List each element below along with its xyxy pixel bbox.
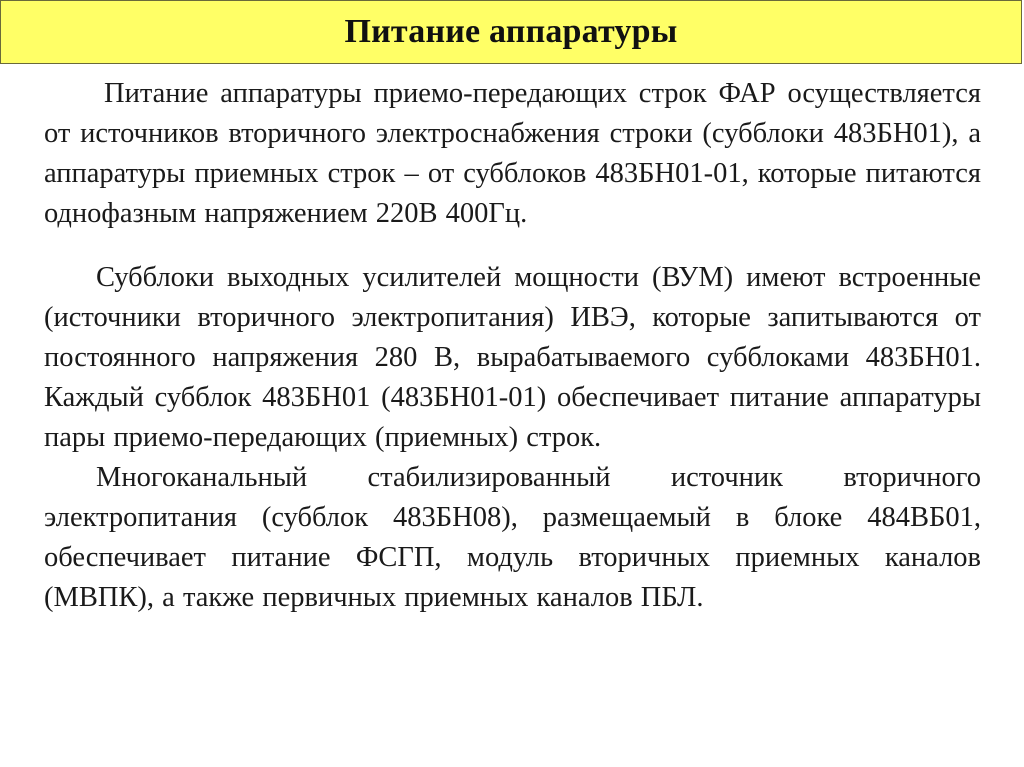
paragraph-multichannel-power-source: Многоканальный стабилизированный источник вторичного электропитания (субблок 483БН08), размещаемый в блоке 484ВБ01, обеспечивает питание ФСГП, модуль вторичных приемных каналов (МВПК), а также первичных приемных каналов ПБЛ.	[44, 462, 981, 613]
paragraph-power-amplifier-subunits: Субблоки выходных усилителей мощности (ВУМ) имеют встроенные (источники вторичного электропитания) ИВЭ, которые запитываются от постоянного напряжения 280 В, вырабатываемого субблоками 483БН01. Каждый субблок 483БН01 (483БН01-01) обеспечивает питание аппаратуры пары приемо-передающих (приемных) строк.	[44, 262, 981, 453]
title-bar	[0, 0, 1022, 64]
paragraph-power-transceiver-rows: Питание аппаратуры приемо-передающих строк ФАР осуществляется от источников вторичного электроснабжения строки (субблоки 483БН01), а аппаратуры приемных строк – от субблоков 483БН01-01, которые питаются однофазным напряжением 220В 400Гц.	[44, 78, 981, 229]
slide-content	[44, 72, 981, 618]
slide-title: Питание аппаратуры	[344, 13, 678, 50]
